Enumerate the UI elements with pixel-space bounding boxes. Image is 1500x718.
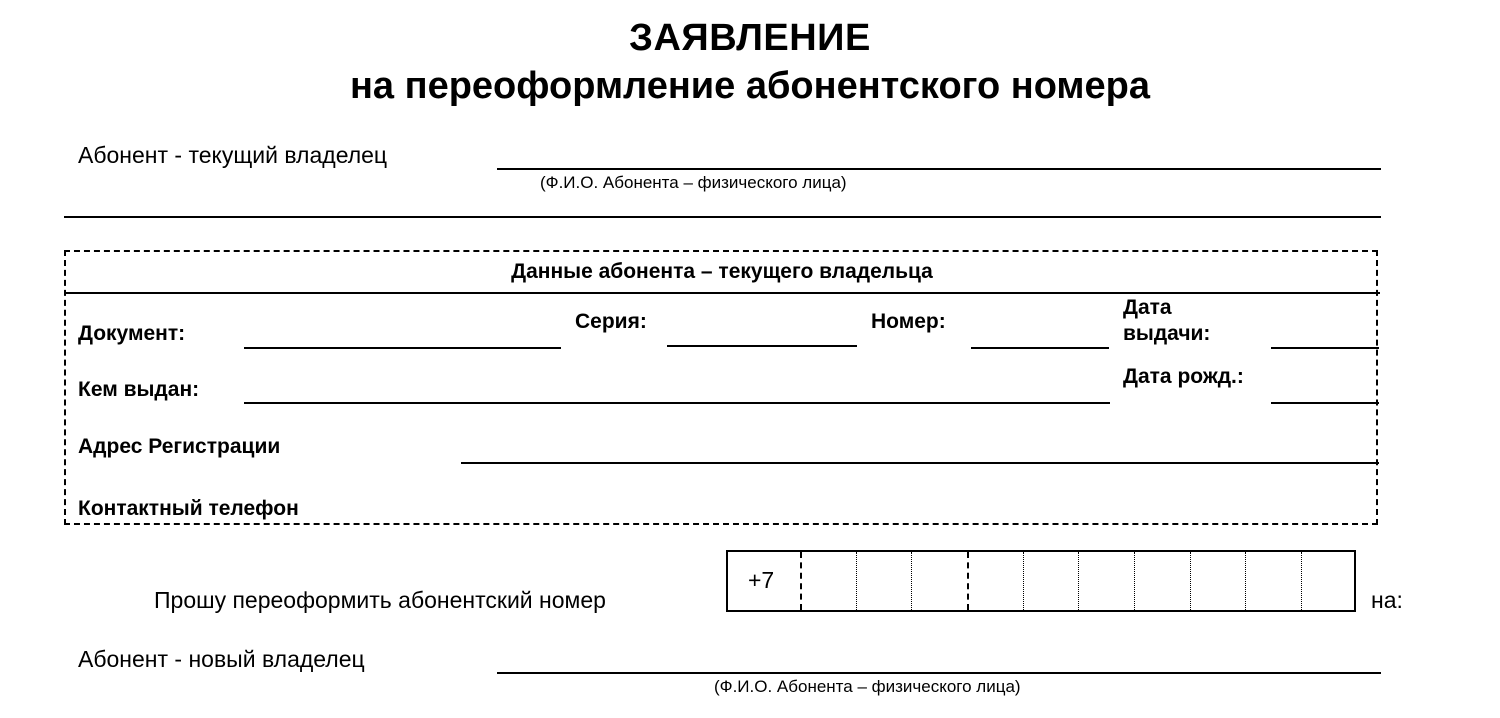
address-field[interactable] xyxy=(461,462,1379,464)
document-field[interactable] xyxy=(244,347,561,349)
owner-data-header: Данные абонента – текущего владельца xyxy=(511,260,933,283)
issue-date-field[interactable] xyxy=(1271,347,1379,349)
form-title: ЗАЯВЛЕНИЕ xyxy=(629,17,871,59)
phone-number-grid[interactable] xyxy=(726,550,1356,612)
phone-digit-cell[interactable] xyxy=(911,552,912,610)
phone-digit-cell[interactable] xyxy=(1190,552,1191,610)
phone-digit-cell[interactable] xyxy=(1023,552,1024,610)
new-owner-label: Абонент - новый владелец xyxy=(78,646,365,672)
request-suffix: на: xyxy=(1371,587,1403,613)
issue-date-label-line2: выдачи: xyxy=(1123,322,1211,345)
new-owner-name-field[interactable] xyxy=(497,672,1381,674)
current-owner-extra-line[interactable] xyxy=(64,216,1381,218)
document-label: Документ: xyxy=(78,322,186,345)
current-owner-hint: (Ф.И.О. Абонента – физического лица) xyxy=(540,173,847,192)
current-owner-name-field[interactable] xyxy=(497,168,1381,170)
birth-date-label: Дата рожд.: xyxy=(1123,365,1244,388)
issued-by-label: Кем выдан: xyxy=(78,378,200,401)
form-subtitle: на переоформление абонентского номера xyxy=(349,65,1151,107)
phone-digit-cell[interactable] xyxy=(856,552,857,610)
number-label: Номер: xyxy=(871,310,946,333)
birth-date-field[interactable] xyxy=(1271,402,1379,404)
phone-digit-cell[interactable] xyxy=(1245,552,1246,610)
series-field[interactable] xyxy=(667,345,857,347)
issue-date-label-line1: Дата xyxy=(1123,296,1172,319)
phone-digit-cell[interactable] xyxy=(800,552,802,610)
series-label: Серия: xyxy=(575,310,647,333)
phone-digit-cell[interactable] xyxy=(1078,552,1079,610)
phone-digit-cell[interactable] xyxy=(1301,552,1302,610)
country-code: +7 xyxy=(748,567,775,593)
phone-digit-cell[interactable] xyxy=(1134,552,1135,610)
address-label: Адрес Регистрации xyxy=(78,435,281,458)
new-owner-hint: (Ф.И.О. Абонента – физического лица) xyxy=(714,677,1021,696)
current-owner-label: Абонент - текущий владелец xyxy=(78,142,388,168)
owner-data-header-divider xyxy=(64,292,1380,294)
contact-phone-label: Контактный телефон xyxy=(78,497,299,520)
number-field[interactable] xyxy=(971,347,1109,349)
request-label: Прошу переоформить абонентский номер xyxy=(154,587,606,613)
issued-by-field[interactable] xyxy=(244,402,1110,404)
phone-digit-cell[interactable] xyxy=(967,552,969,610)
